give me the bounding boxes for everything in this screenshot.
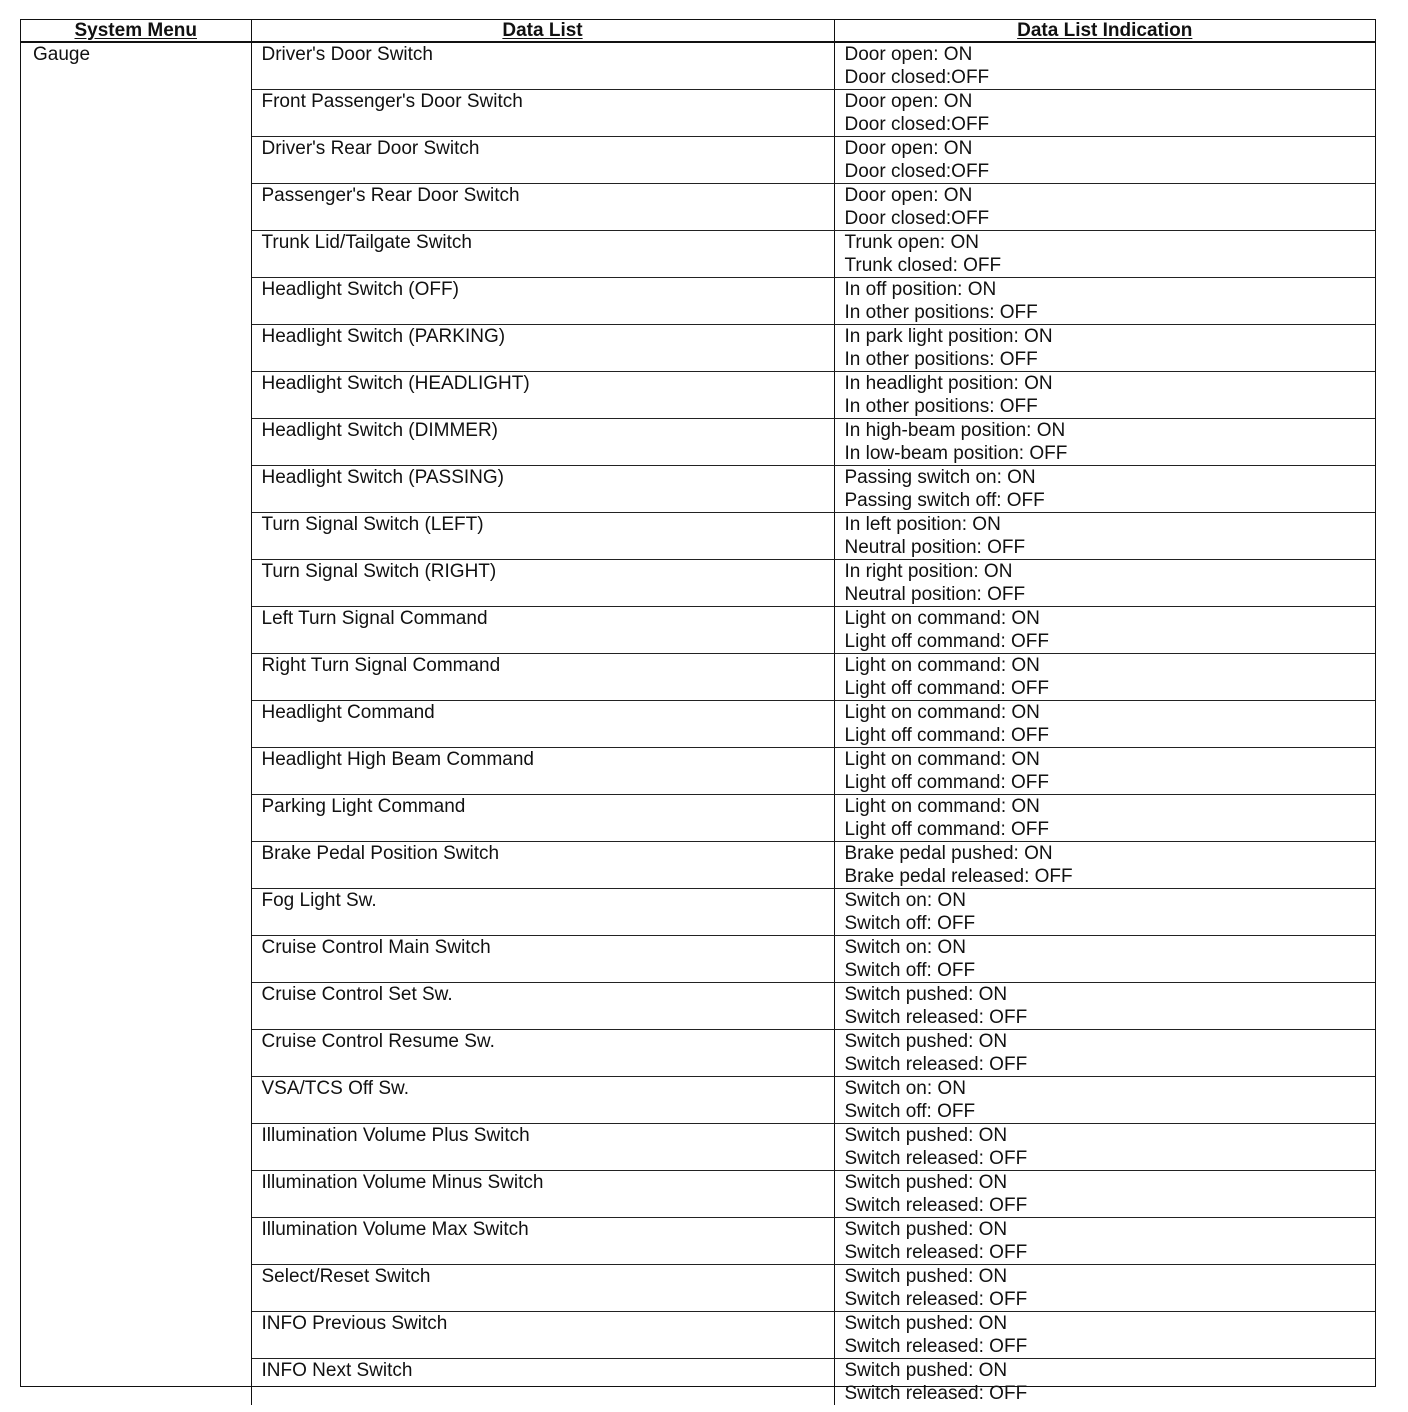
data-list-item: Driver's Door Switch: [251, 42, 834, 90]
indication-on: Switch on: ON: [844, 890, 966, 911]
indication-on: Light on command: ON: [844, 749, 1040, 770]
data-list-item: Turn Signal Switch (RIGHT): [251, 560, 834, 607]
data-list-item: Cruise Control Main Switch: [251, 936, 834, 983]
table-row: [21, 42, 1375, 90]
indication-off: Door closed:OFF: [844, 160, 990, 182]
data-list-item: Headlight Command: [251, 701, 834, 748]
indication-off: Light off command: OFF: [844, 630, 1050, 652]
indication-off: Light off command: OFF: [844, 677, 1050, 699]
indication-cell: [834, 278, 1375, 325]
data-list-item: Trunk Lid/Tailgate Switch: [251, 231, 834, 278]
indication-off: Switch released: OFF: [844, 1147, 1028, 1169]
indication-cell: [834, 654, 1375, 701]
indication-on: In headlight position: ON: [844, 373, 1053, 394]
table-header-row: [21, 20, 1375, 42]
indication-off: Neutral position: OFF: [844, 583, 1026, 605]
indication-off: Switch released: OFF: [844, 1006, 1028, 1028]
header-system-menu: System Menu: [21, 20, 251, 42]
indication-off: Passing switch off: OFF: [844, 489, 1045, 511]
indication-on: Light on command: ON: [844, 608, 1040, 629]
indication-off: Neutral position: OFF: [844, 536, 1026, 558]
data-list-item: Right Turn Signal Command: [251, 654, 834, 701]
indication-cell: [834, 325, 1375, 372]
data-list-item: Select/Reset Switch: [251, 1265, 834, 1312]
indication-cell: [834, 1124, 1375, 1171]
indication-off: Light off command: OFF: [844, 818, 1050, 840]
data-list-item: Cruise Control Set Sw.: [251, 983, 834, 1030]
data-list-item: Cruise Control Resume Sw.: [251, 1030, 834, 1077]
indication-cell: [834, 1359, 1375, 1406]
indication-cell: [834, 513, 1375, 560]
data-list-item: Headlight Switch (OFF): [251, 278, 834, 325]
indication-on: Switch on: ON: [844, 1078, 966, 1099]
data-list-item: Headlight Switch (DIMMER): [251, 419, 834, 466]
indication-on: Door open: ON: [844, 44, 973, 65]
data-list-item: Driver's Rear Door Switch: [251, 137, 834, 184]
data-list-sheet: [20, 19, 1376, 1404]
indication-cell: [834, 137, 1375, 184]
indication-off: Light off command: OFF: [844, 771, 1050, 793]
indication-on: Door open: ON: [844, 91, 973, 112]
indication-on: Light on command: ON: [844, 655, 1040, 676]
indication-on: Switch pushed: ON: [844, 1360, 1008, 1381]
data-list-item: Turn Signal Switch (LEFT): [251, 513, 834, 560]
indication-on: Switch pushed: ON: [844, 1125, 1008, 1146]
indication-on: Light on command: ON: [844, 702, 1040, 723]
indication-cell: [834, 936, 1375, 983]
indication-cell: [834, 419, 1375, 466]
indication-on: Light on command: ON: [844, 796, 1040, 817]
indication-cell: [834, 983, 1375, 1030]
data-list-item: INFO Next Switch: [251, 1359, 834, 1406]
indication-cell: [834, 560, 1375, 607]
indication-cell: [834, 184, 1375, 231]
table-body: [21, 42, 1375, 1405]
indication-cell: [834, 372, 1375, 419]
indication-on: Switch pushed: ON: [844, 1266, 1008, 1287]
indication-cell: [834, 466, 1375, 513]
indication-cell: [834, 748, 1375, 795]
indication-cell: [834, 90, 1375, 137]
indication-on: Switch pushed: ON: [844, 984, 1008, 1005]
data-list-item: Illumination Volume Max Switch: [251, 1218, 834, 1265]
data-list-item: Headlight High Beam Command: [251, 748, 834, 795]
indication-off: In low-beam position: OFF: [844, 442, 1068, 464]
indication-off: Switch off: OFF: [844, 1100, 976, 1122]
indication-off: In other positions: OFF: [844, 348, 1038, 370]
indication-cell: [834, 231, 1375, 278]
indication-off: Door closed:OFF: [844, 113, 990, 135]
indication-on: Switch pushed: ON: [844, 1219, 1008, 1240]
indication-cell: [834, 795, 1375, 842]
data-list-item: VSA/TCS Off Sw.: [251, 1077, 834, 1124]
indication-cell: [834, 1265, 1375, 1312]
header-data-list-indication: Data List Indication: [834, 20, 1375, 42]
indication-on: In park light position: ON: [844, 326, 1053, 347]
indication-cell: [834, 1171, 1375, 1218]
indication-off: Switch released: OFF: [844, 1288, 1028, 1310]
indication-off: Switch off: OFF: [844, 959, 976, 981]
indication-off: In other positions: OFF: [844, 301, 1038, 323]
indication-cell: [834, 1030, 1375, 1077]
indication-on: Door open: ON: [844, 138, 973, 159]
indication-off: Door closed:OFF: [844, 207, 990, 229]
indication-cell: [834, 1077, 1375, 1124]
indication-on: Switch pushed: ON: [844, 1172, 1008, 1193]
indication-cell: [834, 701, 1375, 748]
data-list-item: Fog Light Sw.: [251, 889, 834, 936]
data-list-item: Headlight Switch (PARKING): [251, 325, 834, 372]
indication-cell: [834, 1218, 1375, 1265]
indication-on: Trunk open: ON: [844, 232, 979, 253]
data-list-item: Front Passenger's Door Switch: [251, 90, 834, 137]
data-list-item: Headlight Switch (PASSING): [251, 466, 834, 513]
indication-on: In left position: ON: [844, 514, 1001, 535]
indication-on: Switch on: ON: [844, 937, 966, 958]
data-list-item: Headlight Switch (HEADLIGHT): [251, 372, 834, 419]
system-menu-cell: Gauge: [21, 42, 251, 1405]
indication-cell: [834, 42, 1375, 90]
indication-on: In right position: ON: [844, 561, 1013, 582]
indication-off: Switch released: OFF: [844, 1335, 1028, 1357]
indication-on: Door open: ON: [844, 185, 973, 206]
indication-cell: [834, 842, 1375, 889]
data-list-item: Illumination Volume Minus Switch: [251, 1171, 834, 1218]
indication-off: Light off command: OFF: [844, 724, 1050, 746]
data-list-item: INFO Previous Switch: [251, 1312, 834, 1359]
indication-off: Trunk closed: OFF: [844, 254, 1002, 276]
indication-off: Switch released: OFF: [844, 1194, 1028, 1216]
indication-off: Brake pedal released: OFF: [844, 865, 1073, 887]
data-list-item: Brake Pedal Position Switch: [251, 842, 834, 889]
indication-off: Door closed:OFF: [844, 66, 990, 88]
data-list-item: Left Turn Signal Command: [251, 607, 834, 654]
indication-off: Switch off: OFF: [844, 912, 976, 934]
indication-cell: [834, 889, 1375, 936]
indication-on: Brake pedal pushed: ON: [844, 843, 1053, 864]
data-list-table: [21, 20, 1375, 1405]
indication-off: Switch released: OFF: [844, 1382, 1028, 1404]
header-data-list: Data List: [251, 20, 834, 42]
data-list-item: Parking Light Command: [251, 795, 834, 842]
indication-on: Switch pushed: ON: [844, 1031, 1008, 1052]
indication-off: Switch released: OFF: [844, 1053, 1028, 1075]
indication-on: In off position: ON: [844, 279, 997, 300]
indication-cell: [834, 1312, 1375, 1359]
indication-off: Switch released: OFF: [844, 1241, 1028, 1263]
indication-cell: [834, 607, 1375, 654]
data-list-item: Illumination Volume Plus Switch: [251, 1124, 834, 1171]
indication-on: Switch pushed: ON: [844, 1313, 1008, 1334]
indication-on: Passing switch on: ON: [844, 467, 1036, 488]
indication-on: In high-beam position: ON: [844, 420, 1066, 441]
indication-off: In other positions: OFF: [844, 395, 1038, 417]
data-list-item: Passenger's Rear Door Switch: [251, 184, 834, 231]
